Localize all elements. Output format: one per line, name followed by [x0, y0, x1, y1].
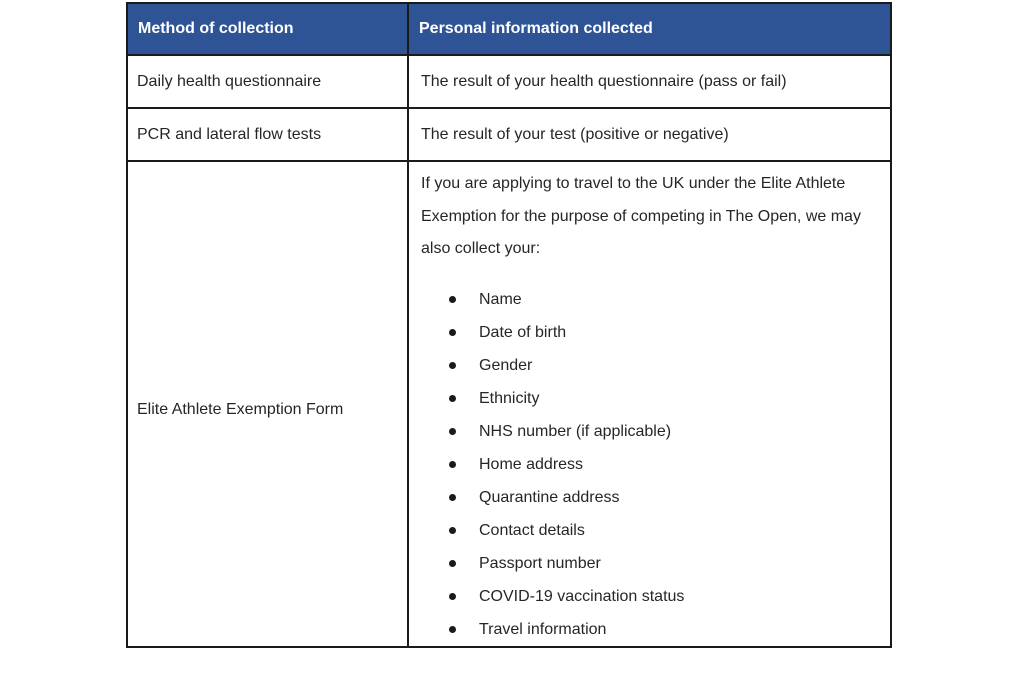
info-cell: The result of your test (positive or negative): [408, 108, 891, 161]
table-row-daily-health-questionnaire: [127, 55, 891, 108]
method-cell: Elite Athlete Exemption Form: [127, 161, 408, 647]
table-header-row: [127, 3, 891, 55]
method-cell: PCR and lateral flow tests: [127, 108, 408, 161]
bullet-item-passport-number: Passport number: [421, 547, 876, 580]
info-cell: The result of your health questionnaire (pass or fail): [408, 55, 891, 108]
method-cell: Daily health questionnaire: [127, 55, 408, 108]
table-row-pcr-lateral-flow-tests: [127, 108, 891, 161]
bullet-item-nhs-number: NHS number (if applicable): [421, 415, 876, 448]
bullet-item-quarantine-address: Quarantine address: [421, 481, 876, 514]
table-row-elite-athlete-exemption-form: [127, 161, 891, 647]
info-cell: [408, 161, 891, 647]
collected-data-bullet-list: [421, 283, 876, 646]
bullet-item-name: Name: [421, 283, 876, 316]
column-header-personal-information-collected: Personal information collected: [408, 3, 891, 55]
column-header-method-of-collection: Method of collection: [127, 3, 408, 55]
personal-info-collection-table: [126, 2, 892, 648]
bullet-item-home-address: Home address: [421, 448, 876, 481]
bullet-item-ethnicity: Ethnicity: [421, 382, 876, 415]
bullet-item-date-of-birth: Date of birth: [421, 316, 876, 349]
bullet-item-contact-details: Contact details: [421, 514, 876, 547]
bullet-item-covid19-vaccination-status: COVID-19 vaccination status: [421, 580, 876, 613]
bullet-item-gender: Gender: [421, 349, 876, 382]
bullet-item-travel-information: Travel information: [421, 613, 876, 646]
elite-exemption-intro-text: If you are applying to travel to the UK under the Elite Athlete Exemption for the purpose of competing in The Open, we may also collect your:: [421, 175, 861, 257]
